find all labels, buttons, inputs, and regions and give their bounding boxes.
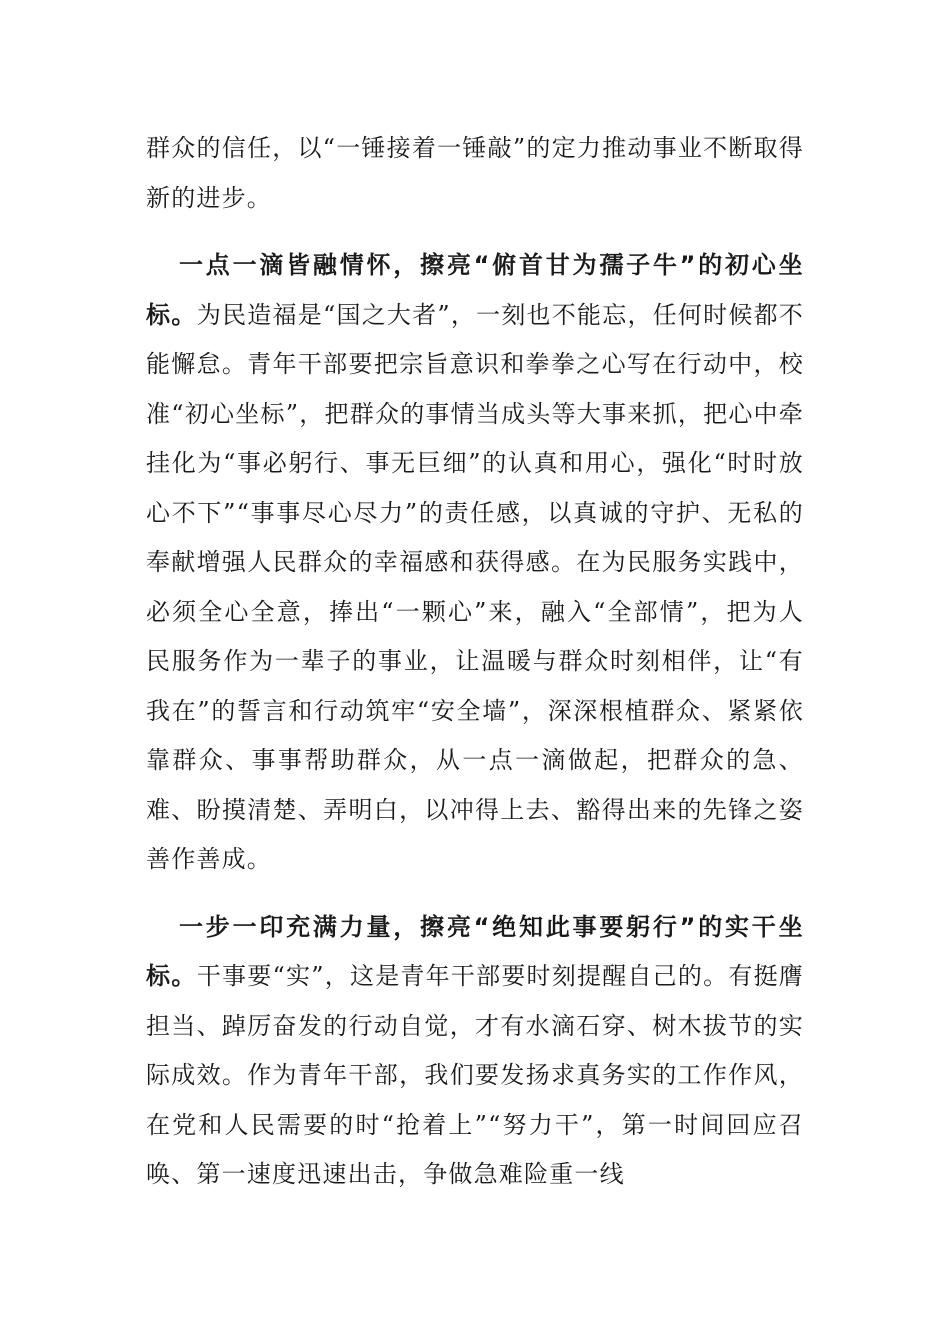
paragraph-body-text: 干事要“实”，这是青年干部要时刻提醒自己的。有挺膺担当、踔厉奋发的行动自觉，才有水滴石穿、树木拔节的实际成效。作为青年干部，我们要发扬求真务实的工作作风，在党和人民需要的时“抢着上”“努力干”，第一时间回应召唤、第一速度迅速出击，争做急难险重一线 xyxy=(146,962,804,1188)
document-body xyxy=(146,124,804,1218)
paragraph-original-aspiration xyxy=(146,241,804,885)
paragraph-heading-original-aspiration: 一点一滴皆融情怀，擦亮“俯首甘为孺子牛”的初心坐标。 xyxy=(146,251,804,329)
paragraph-heading-practical-work: 一步一印充满力量，擦亮“绝知此事要躬行”的实干坐标。 xyxy=(146,912,804,990)
paragraph-continuation xyxy=(146,124,804,223)
paragraph-body-text: 为民造福是“国之大者”，一刻也不能忘，任何时候都不能懈怠。青年干部要把宗旨意识和拳拳之心写在行动中，校准“初心坐标”，把群众的事情当成头等大事来抓，把心中牵挂化为“事必躬行、事无巨细”的认真和用心，强化“时时放心不下”“事事尽心尽力”的责任感，以真诚的守护、无私的奉献增强人民群众的幸福感和获得感。在为民服务实践中，必须全心全意，捧出“一颗心”来，融入“全部情”，把为人民服务作为一辈子的事业，让温暖与群众时刻相伴，让“有我在”的誓言和行动筑牢“安全墙”，深深根植群众、紧紧依靠群众、事事帮助群众，从一点一滴做起，把群众的急、难、盼摸清楚、弄明白，以冲得上去、豁得出来的先锋之姿善作善成。 xyxy=(146,300,804,873)
paragraph-practical-work xyxy=(146,903,804,1200)
paragraph-body-text: 群众的信任，以“一锤接着一锤敲”的定力推动事业不断取得新的进步。 xyxy=(146,134,804,212)
